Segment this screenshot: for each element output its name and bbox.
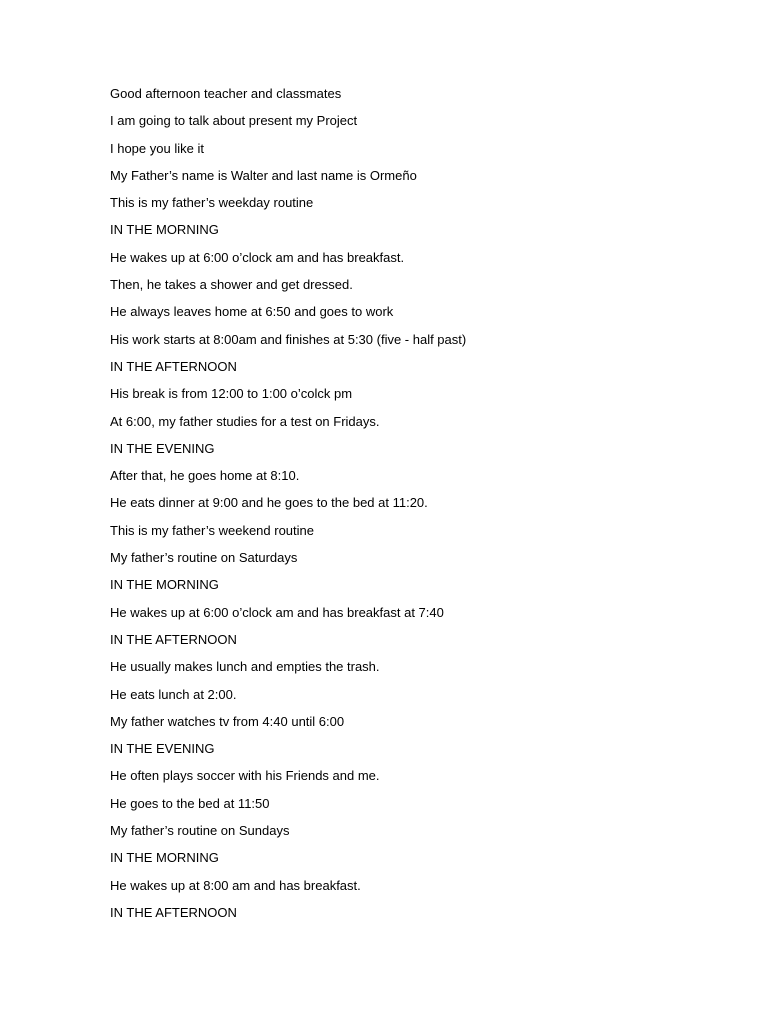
text-line: My father watches tv from 4:40 until 6:00 xyxy=(110,713,345,729)
document-body xyxy=(110,84,710,930)
text-line: He wakes up at 6:00 o’clock am and has breakfast at 7:40 xyxy=(110,604,444,620)
text-line: My father’s routine on Sundays xyxy=(110,823,290,839)
section-heading: IN THE EVENING xyxy=(110,440,215,456)
text-line: He goes to the bed at 11:50 xyxy=(110,795,270,811)
text-line: At 6:00, my father studies for a test on Fridays. xyxy=(110,413,380,429)
text-line: After that, he goes home at 8:10. xyxy=(110,468,300,484)
text-line: I am going to talk about present my Project xyxy=(110,113,358,129)
text-line: I hope you like it xyxy=(110,140,204,156)
section-heading: IN THE MORNING xyxy=(110,577,219,593)
text-line: This is my father’s weekday routine xyxy=(110,195,314,211)
text-line: His work starts at 8:00am and finishes at 5:30 (five - half past) xyxy=(110,331,467,347)
section-heading: IN THE MORNING xyxy=(110,222,219,238)
text-line: His break is from 12:00 to 1:00 o’colck pm xyxy=(110,386,353,402)
section-heading: IN THE EVENING xyxy=(110,741,215,757)
text-line: He eats lunch at 2:00. xyxy=(110,686,237,702)
text-line: Then, he takes a shower and get dressed. xyxy=(110,277,353,293)
text-line: He always leaves home at 6:50 and goes to work xyxy=(110,304,394,320)
text-line: He usually makes lunch and empties the trash. xyxy=(110,659,380,675)
text-line: My father’s routine on Saturdays xyxy=(110,550,298,566)
text-line: He wakes up at 8:00 am and has breakfast. xyxy=(110,877,361,893)
section-heading: IN THE AFTERNOON xyxy=(110,631,237,647)
section-heading: IN THE AFTERNOON xyxy=(110,904,237,920)
text-line: He eats dinner at 9:00 and he goes to the bed at 11:20. xyxy=(110,495,428,511)
text-line: My Father’s name is Walter and last name is Ormeño xyxy=(110,167,417,183)
section-heading: IN THE MORNING xyxy=(110,850,219,866)
text-line: Good afternoon teacher and classmates xyxy=(110,86,342,101)
text-line: He wakes up at 6:00 o’clock am and has breakfast. xyxy=(110,249,405,265)
text-line: This is my father’s weekend routine xyxy=(110,522,315,538)
section-heading: IN THE AFTERNOON xyxy=(110,358,237,374)
text-line: He often plays soccer with his Friends and me. xyxy=(110,768,380,784)
